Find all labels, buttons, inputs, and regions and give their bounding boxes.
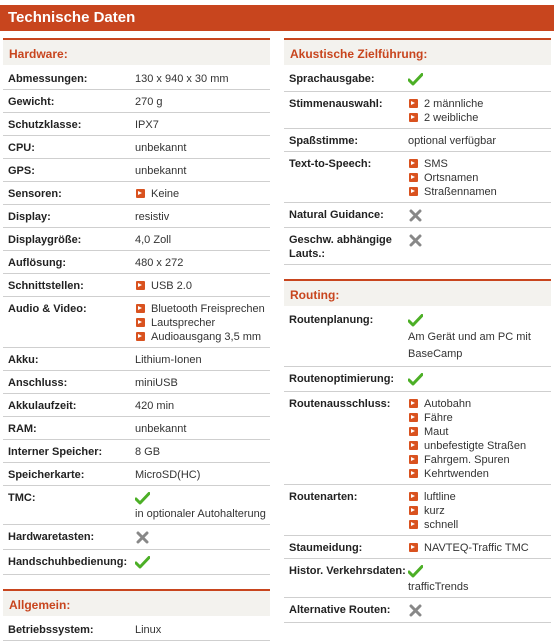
spec-row-hardwaretasten: [3, 525, 270, 550]
spec-row-ram: [3, 417, 270, 440]
spec-label: Display:: [8, 211, 51, 223]
bullet-item: luftline: [408, 490, 551, 504]
spec-value: 270 g: [135, 96, 163, 108]
bullet-item: Audioausgang 3,5 mm: [135, 330, 270, 344]
bullet-item: kurz: [408, 504, 551, 518]
spec-row-geschw-lauts: [284, 228, 551, 265]
spec-label: Stimmenauswahl:: [289, 98, 383, 110]
spec-value: [135, 279, 270, 293]
arrow-bullet-icon: [409, 99, 418, 108]
cross-icon: [136, 531, 149, 544]
spec-label: Spaßstimme:: [289, 135, 359, 147]
spec-label: Schutzklasse:: [8, 119, 82, 131]
spec-row-routenarten: [284, 485, 551, 536]
spec-value: unbekannt: [135, 142, 187, 154]
spec-row-displaygroesse: [3, 228, 270, 251]
spec-row-display: [3, 205, 270, 228]
spec-label: Betriebssystem:: [8, 624, 94, 636]
spec-value: 4,0 Zoll: [135, 234, 172, 246]
bullet-item: Fähre: [408, 411, 551, 425]
spec-label: Natural Guidance:: [289, 209, 384, 221]
spec-note: Am Gerät und am PC mit BaseCamp: [408, 331, 531, 360]
spec-label: Handschuhbedienung:: [8, 556, 128, 568]
arrow-bullet-icon: [409, 399, 418, 408]
spec-value: [408, 208, 551, 224]
bullet-item: SMS: [408, 157, 551, 171]
page-title: Technische Daten: [0, 5, 554, 31]
spec-value: [135, 530, 270, 546]
bullet-item: Autobahn: [408, 397, 551, 411]
right-column: [284, 38, 551, 623]
bullet-item: 2 weibliche: [408, 111, 551, 125]
spec-row-anschluss: [3, 371, 270, 394]
cross-icon: [409, 209, 422, 222]
spec-label: Sensoren:: [8, 188, 62, 200]
arrow-bullet-icon: [409, 492, 418, 501]
spec-label: Routenplanung:: [289, 314, 374, 326]
bullet-item: schnell: [408, 518, 551, 532]
spec-label: Text-to-Speech:: [289, 158, 372, 170]
spec-value: optional verfügbar: [408, 135, 497, 147]
arrow-bullet-icon: [409, 520, 418, 529]
spec-value: [135, 187, 270, 201]
spec-value: Lithium-Ionen: [135, 354, 202, 366]
spec-label: Geschw. abhängige Lauts.:: [289, 234, 392, 260]
spec-row-stimmenauswahl: [284, 92, 551, 129]
cross-icon: [409, 604, 422, 617]
spec-row-abmessungen: [3, 67, 270, 90]
bullet-item: Fahrgem. Spuren: [408, 453, 551, 467]
spec-row-gewicht: [3, 90, 270, 113]
arrow-bullet-icon: [136, 281, 145, 290]
spec-row-schnittstellen: [3, 274, 270, 297]
spec-label: Histor. Verkehrsdaten:: [289, 565, 406, 577]
spec-value: [408, 72, 551, 88]
section-heading-akustische-zielfuehrung: Akustische Zielführung:: [284, 38, 551, 65]
cross-icon: [409, 234, 422, 247]
spec-label: Sprachausgabe:: [289, 73, 375, 85]
arrow-bullet-icon: [136, 318, 145, 327]
left-column: [3, 38, 270, 641]
arrow-bullet-icon: [409, 159, 418, 168]
arrow-bullet-icon: [409, 173, 418, 182]
arrow-bullet-icon: [136, 189, 145, 198]
check-icon: [408, 565, 423, 578]
spec-value: [408, 603, 551, 619]
spec-row-speicher: [3, 440, 270, 463]
spec-row-akkulaufzeit: [3, 394, 270, 417]
spec-label: TMC:: [8, 492, 36, 504]
spec-label: Alternative Routen:: [289, 604, 391, 616]
bullet-item: NAVTEQ-Traffic TMC: [408, 541, 551, 555]
spec-row-schutzklasse: [3, 113, 270, 136]
spec-value: 420 min: [135, 400, 175, 412]
arrow-bullet-icon: [409, 506, 418, 515]
spec-label: Akkulaufzeit:: [8, 400, 77, 412]
spec-row-routenplanung: [284, 308, 551, 367]
spec-value: unbekannt: [135, 165, 187, 177]
arrow-bullet-icon: [409, 469, 418, 478]
arrow-bullet-icon: [409, 413, 418, 422]
bullet-item: unbefestigte Straßen: [408, 439, 551, 453]
bullet-item: Lautsprecher: [135, 316, 270, 330]
section-heading-allgemein: Allgemein:: [3, 589, 270, 616]
spec-value: resistiv: [135, 211, 170, 223]
spec-label: Auflösung:: [8, 257, 67, 269]
spec-note: in optionaler Autohalterung: [135, 508, 266, 520]
spec-value: 480 x 272: [135, 257, 184, 269]
spec-value: 130 x 940 x 30 mm: [135, 73, 229, 85]
spec-row-routenausschluss: [284, 392, 551, 485]
arrow-bullet-icon: [409, 427, 418, 436]
spec-row-spassstimme: [284, 129, 551, 152]
check-icon: [408, 73, 423, 86]
section-heading-routing: Routing:: [284, 279, 551, 306]
spec-value: [408, 397, 551, 481]
spec-label: Routenoptimierung:: [289, 373, 395, 385]
spec-label: Displaygröße:: [8, 234, 82, 246]
spec-row-tmc: [3, 486, 270, 525]
bullet-item: Kehrtwenden: [408, 467, 551, 481]
spec-label: Schnittstellen:: [8, 280, 84, 292]
spec-value: MicroSD(HC): [135, 469, 201, 481]
spec-label: GPS:: [8, 165, 35, 177]
bullet-item: Straßennamen: [408, 185, 551, 199]
spec-label: Interner Speicher:: [8, 446, 103, 458]
spec-row-aufloesung: [3, 251, 270, 274]
arrow-bullet-icon: [409, 113, 418, 122]
spec-row-akku: [3, 348, 270, 371]
spec-label: Gewicht:: [8, 96, 55, 108]
spec-value: [408, 372, 551, 388]
bullet-item: USB 2.0: [135, 279, 270, 293]
spec-row-audio-video: [3, 297, 270, 348]
bullet-item: 2 männliche: [408, 97, 551, 111]
check-icon: [408, 373, 423, 386]
spec-note: trafficTrends: [408, 581, 469, 593]
spec-value: [135, 302, 270, 344]
spec-row-cpu: [3, 136, 270, 159]
spec-row-gps: [3, 159, 270, 182]
spec-row-sensoren: [3, 182, 270, 205]
spec-value: Linux: [135, 624, 162, 636]
bullet-item: Keine: [135, 187, 270, 201]
arrow-bullet-icon: [136, 332, 145, 341]
spec-row-sprachausgabe: [284, 67, 551, 92]
spec-row-text-to-speech: [284, 152, 551, 203]
spec-value: [408, 564, 551, 594]
spec-row-staumeidung: [284, 536, 551, 559]
spec-row-histor-verkehrsdaten: [284, 559, 551, 598]
spec-row-natural-guidance: [284, 203, 551, 228]
check-icon: [408, 314, 423, 327]
spec-value: unbekannt: [135, 423, 187, 435]
spec-value: [408, 541, 551, 555]
spec-value: 8 GB: [135, 446, 161, 458]
section-heading-hardware: Hardware:: [3, 38, 270, 65]
spec-label: Akku:: [8, 354, 39, 366]
spec-row-alternative-routen: [284, 598, 551, 623]
spec-label: Staumeidung:: [289, 542, 363, 554]
arrow-bullet-icon: [409, 543, 418, 552]
spec-value: [408, 313, 551, 363]
spec-label: Routenausschluss:: [289, 398, 391, 410]
spec-value: miniUSB: [135, 377, 178, 389]
spec-value: IPX7: [135, 119, 159, 131]
spec-value: [408, 490, 551, 532]
spec-row-speicherkarte: [3, 463, 270, 486]
arrow-bullet-icon: [409, 187, 418, 196]
spec-value: [135, 491, 270, 521]
spec-row-routenoptimierung: [284, 367, 551, 392]
spec-label: CPU:: [8, 142, 35, 154]
spec-label: Anschluss:: [8, 377, 68, 389]
arrow-bullet-icon: [136, 304, 145, 313]
spec-label: RAM:: [8, 423, 37, 435]
spec-value: [408, 233, 551, 261]
spec-label: Audio & Video:: [8, 303, 87, 315]
spec-label: Speicherkarte:: [8, 469, 85, 481]
spec-row-handschuhbedienung: [3, 550, 270, 575]
bullet-item: Maut: [408, 425, 551, 439]
spec-value: [135, 555, 270, 571]
spec-label: Routenarten:: [289, 491, 358, 503]
bullet-item: Ortsnamen: [408, 171, 551, 185]
check-icon: [135, 556, 150, 569]
bullet-item: Bluetooth Freisprechen: [135, 302, 270, 316]
spec-value: [408, 157, 551, 199]
check-icon: [135, 492, 150, 505]
spec-label: Abmessungen:: [8, 73, 88, 85]
spec-value: [408, 97, 551, 125]
spec-label: Hardwaretasten:: [8, 531, 95, 543]
arrow-bullet-icon: [409, 441, 418, 450]
arrow-bullet-icon: [409, 455, 418, 464]
